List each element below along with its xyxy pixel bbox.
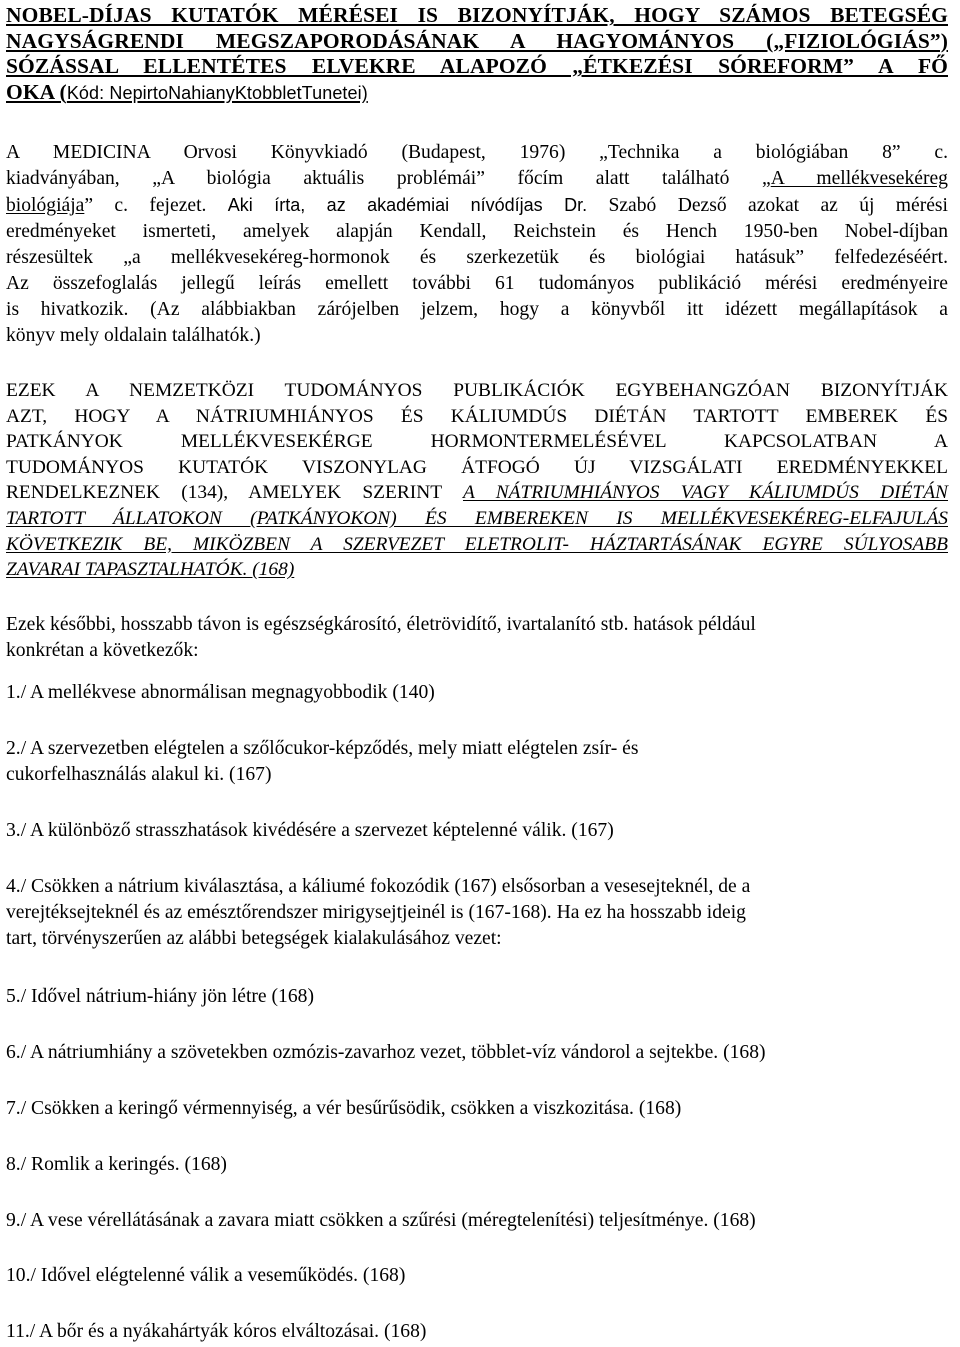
list-item — [6, 1208, 948, 1234]
document-title — [6, 3, 948, 106]
intro-line: biológiája” c. fejezet. Aki írta, az akadémiai nívódíjas Dr. Szabó Dezső azokat az új mérési — [6, 195, 949, 216]
list-item — [6, 1096, 948, 1122]
list-item-line: 7./ Csökken a keringő vérmennyiség, a vér besűrűsödik, csökken a viszkozitása. (168) — [6, 1098, 682, 1119]
list-item-line: 8./ Romlik a keringés. (168) — [6, 1154, 227, 1175]
caps-emphasis: A NÁTRIUMHIÁNYOS VAGY KÁLIUMDÚS DIÉTÁN — [462, 482, 948, 504]
list-item — [6, 1152, 948, 1178]
list-item-line: 3./ A különböző strasszhatások kivédésére a szervezet képtelenné válik. (167) — [6, 820, 614, 841]
list-item-line: 9./ A vese vérellátásának a zavara miatt csökken a szűrési (méregtelenítési) teljesítménye. (168) — [6, 1210, 756, 1231]
caps-line: TUDOMÁNYOS KUTATÓK VISZONYLAG ÁTFOGÓ ÚJ VIZSGÁLATI EREDMÉNYEKKEL — [6, 456, 948, 478]
intro-line: kiadványában, „A biológia aktuális problémái” főcím alatt található „A mellékvesekéreg — [6, 168, 948, 189]
caps-line: PATKÁNYOK MELLÉKVESEKÉRGE HORMONTERMELÉSÉVEL KAPCSOLATBAN A — [6, 431, 948, 453]
chapter-title-underlined: A mellékvesekéreg — [770, 168, 948, 189]
intro-line: eredményeket ismerteti, amelyek alapján Kendall, Reichstein és Hench 1950-ben Nobel-díjban — [6, 221, 948, 242]
list-item-line: cukorfelhasználás alakul ki. (167) — [6, 764, 272, 785]
lead-line: Ezek későbbi, hosszabb távon is egészségkárosító, életrövidítő, ivartalanító stb. hatások például — [6, 614, 756, 635]
intro-line: könyv mely oldalain találhatók.) — [6, 325, 261, 346]
caps-paragraph — [6, 378, 948, 583]
list-item-line: 2./ A szervezetben elégtelen a szőlőcukor-képződés, mely miatt elégtelen zsír- és — [6, 738, 639, 759]
list-item-line: 6./ A nátriumhiány a szövetekben ozmózis-zavarhoz vezet, többlet-víz vándorol a sejtekbe. (168) — [6, 1042, 766, 1063]
list-item-line: tart, törvényszerűen az alábbi betegségek kialakulásához vezet: — [6, 928, 502, 949]
intro-line: Az összefoglalás jellegű leírás emellett további 61 tudományos publikáció mérési eredményeire — [6, 273, 948, 294]
list-item — [6, 874, 948, 952]
lead-line: konkrétan a következők: — [6, 640, 199, 661]
title-line-2: NAGYSÁGRENDI MEGSZAPORODÁSÁNAK A HAGYOMÁNYOS („FIZIOLÓGIÁS”) — [6, 28, 948, 53]
list-item — [6, 1319, 948, 1345]
chapter-title-underlined: biológiája — [6, 195, 85, 216]
list-item — [6, 736, 948, 788]
lead-paragraph — [6, 612, 948, 664]
title-code: Kód: NepirtoNahianyKtobbletTunetei) — [66, 82, 368, 103]
intro-paragraph — [6, 140, 948, 349]
intro-line: is hivatkozik. (Az alábbiakban zárójelben jelzem, hogy a könyvből itt idézett megállapítások a — [6, 299, 948, 320]
title-line-1: NOBEL-DÍJAS KUTATÓK MÉRÉSEI IS BIZONYÍTJÁK, HOGY SZÁMOS BETEGSÉG — [6, 3, 948, 27]
title-line-4 — [6, 80, 948, 107]
list-item — [6, 1040, 948, 1066]
caps-line: RENDELKEZNEK (134), AMELYEK SZERINT A NÁTRIUMHIÁNYOS VAGY KÁLIUMDÚS DIÉTÁN — [6, 482, 948, 504]
caps-line: AZT, HOGY A NÁTRIUMHIÁNYOS ÉS KÁLIUMDÚS DIÉTÁN TARTOTT EMBEREK ÉS — [6, 405, 948, 427]
list-item — [6, 818, 948, 844]
list-item-line: 1./ A mellékvese abnormálisan megnagyobbodik (140) — [6, 682, 435, 703]
title-oka: OKA ( — [6, 79, 67, 104]
list-item — [6, 680, 948, 706]
intro-line: A MEDICINA Orvosi Könyvkiadó (Budapest, 1976) „Technika a biológiában 8” c. — [6, 142, 948, 163]
caps-emphasis-line: ZAVARAI TAPASZTALHATÓK. (168) — [6, 559, 295, 581]
list-item-line: 4./ Csökken a nátrium kiválasztása, a káliumé fokozódik (167) elsősorban a vesesejteknél, de a — [6, 876, 751, 897]
caps-emphasis-line: KÖVETKEZIK BE, MIKÖZBEN A SZERVEZET ELETROLIT- HÁZTARTÁSÁNAK EGYRE SÚLYOSABB — [6, 533, 948, 555]
list-item-line: 10./ Idővel elégtelenné válik a veseműködés. (168) — [6, 1265, 406, 1286]
author-note: Aki írta, az akadémiai nívódíjas Dr. — [227, 195, 588, 215]
list-item — [6, 1263, 948, 1289]
caps-emphasis-line: TARTOTT ÁLLATOKON (PATKÁNYOKON) ÉS EMBEREKEN IS MELLÉKVESEKÉREG-ELFAJULÁS — [6, 507, 948, 529]
list-item — [6, 984, 948, 1010]
list-item-line: 5./ Idővel nátrium-hiány jön létre (168) — [6, 986, 314, 1007]
list-item-line: 11./ A bőr és a nyákahártyák kóros elváltozásai. (168) — [6, 1321, 427, 1342]
intro-line: részesültek „a mellékvesekéreg-hormonok és szerkezetük és biológiai hatásuk” felfedezéséért. — [6, 247, 948, 268]
list-item-line: verejtéksejteknél és az emésztőrendszer mirigysejtjeinél is (167-168). Ha ez ha hosszabb ideig — [6, 902, 746, 923]
title-line-3: SÓZÁSSAL ELLENTÉTES ELVEKRE ALAPOZÓ „ÉTKEZÉSI SÓREFORM” A FŐ — [6, 54, 948, 79]
caps-line: EZEK A NEMZETKÖZI TUDOMÁNYOS PUBLIKÁCIÓK EGYBEHANGZÓAN BIZONYÍTJÁK — [6, 380, 948, 401]
